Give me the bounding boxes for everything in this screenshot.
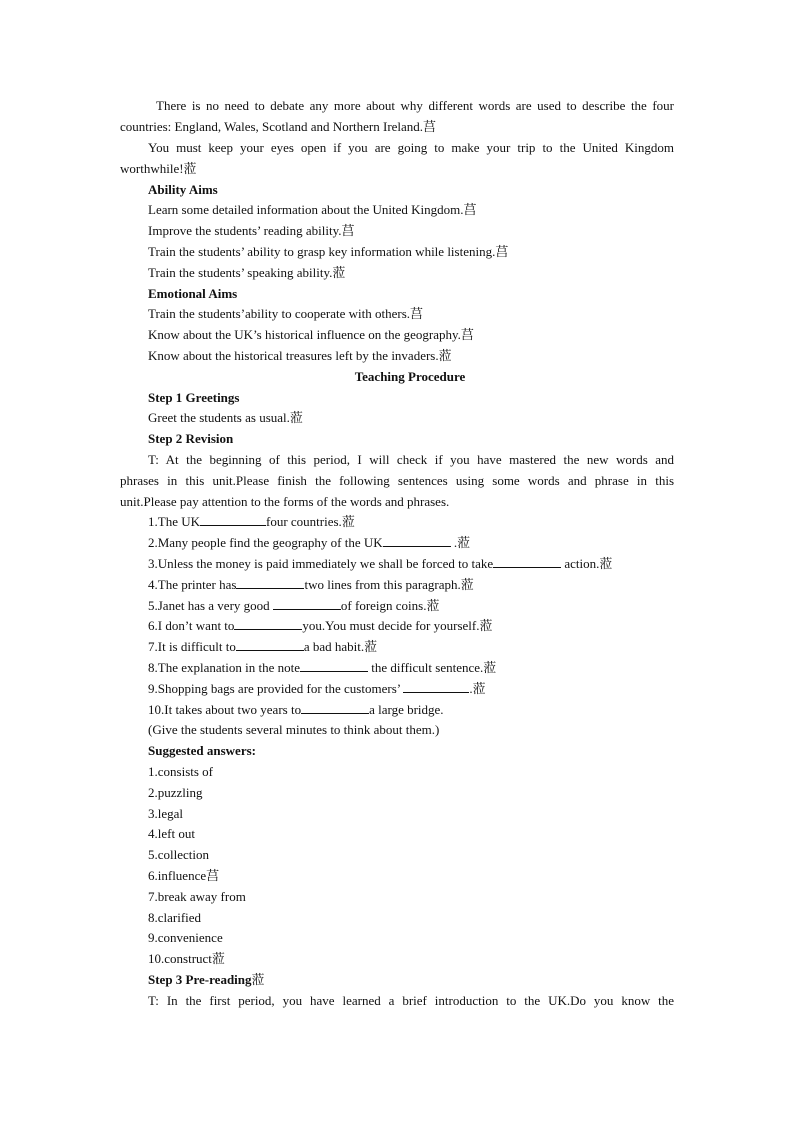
- intro-line-2: countries: England, Wales, Scotland and Northern Ireland.莒: [120, 119, 437, 134]
- answer-blank[interactable]: [383, 534, 451, 547]
- emotional-aim-item: Train the students’ability to cooperate with others.莒: [148, 306, 424, 321]
- answer-blank[interactable]: [236, 638, 304, 651]
- answer-blank[interactable]: [300, 659, 368, 672]
- answer-blank[interactable]: [200, 513, 266, 526]
- exercise-item: 8.The explanation in the note the difficult sentence.蒞: [148, 660, 497, 675]
- ability-aim-item: Improve the students’ reading ability.莒: [148, 223, 355, 238]
- intro-line-4: worthwhile!蒞: [120, 161, 197, 176]
- answer-blank[interactable]: [236, 576, 304, 589]
- intro-line-3: You must keep your eyes open if you are going to make your trip to the United Kingdom: [148, 140, 674, 155]
- exercise-item: 6.I don’t want to you.You must decide for yourself.蒞: [148, 618, 493, 633]
- intro-line-1: There is no need to debate any more about why different words are used to describe the four: [156, 98, 674, 113]
- exercise-note: (Give the students several minutes to think about them.): [148, 722, 440, 737]
- exercise-item: 7.It is difficult to a bad habit.蒞: [148, 639, 378, 654]
- emotional-aim-item: Know about the UK’s historical influence on the geography.莒: [148, 327, 474, 342]
- exercise-item: 5.Janet has a very good of foreign coins.蒞: [148, 598, 440, 613]
- exercise-item: 4.The printer has two lines from this paragraph.蒞: [148, 577, 474, 592]
- answer-blank[interactable]: [493, 555, 561, 568]
- step2-heading: Step 2 Revision: [148, 431, 234, 446]
- answer-item: 2.puzzling: [148, 785, 203, 800]
- emotional-aim-item: Know about the historical treasures left by the invaders.蒞: [148, 348, 452, 363]
- exercise-item: 3.Unless the money is paid immediately we shall be forced to take action.蒞: [148, 556, 613, 571]
- answers-heading: Suggested answers:: [148, 743, 256, 758]
- ability-aims-heading: Ability Aims: [148, 182, 218, 197]
- answer-blank[interactable]: [234, 617, 302, 630]
- step2-para-line-1: T: At the beginning of this period, I will check if you have mastered the new words and: [148, 452, 674, 467]
- step3-para-line-1: T: In the first period, you have learned a brief introduction to the UK.Do you know the: [148, 993, 674, 1008]
- answer-item: 4.left out: [148, 826, 195, 841]
- answer-item: 3.legal: [148, 806, 184, 821]
- exercise-item: 2.Many people find the geography of the UK .蒞: [148, 535, 471, 550]
- ability-aim-item: Train the students’ ability to grasp key information while listening.莒: [148, 244, 509, 259]
- ability-aim-item: Train the students’ speaking ability.蒞: [148, 265, 346, 280]
- answer-item: 1.consists of: [148, 764, 213, 779]
- ability-aim-item: Learn some detailed information about the United Kingdom.莒: [148, 202, 477, 217]
- step2-para-line-3: unit.Please pay attention to the forms of the words and phrases.: [120, 494, 450, 509]
- answer-blank[interactable]: [301, 701, 369, 714]
- answer-item: 6.influence莒: [148, 868, 220, 883]
- answer-blank[interactable]: [403, 680, 469, 693]
- answer-item: 5.collection: [148, 847, 210, 862]
- procedure-title: Teaching Procedure: [354, 369, 466, 384]
- emotional-aims-heading: Emotional Aims: [148, 286, 238, 301]
- answer-item: 7.break away from: [148, 889, 246, 904]
- answer-item: 10.construct蒞: [148, 951, 225, 966]
- step1-heading: Step 1 Greetings: [148, 390, 240, 405]
- answer-blank[interactable]: [273, 597, 341, 610]
- answer-item: 9.convenience: [148, 930, 223, 945]
- exercise-item: 1.The UK four countries.蒞: [148, 514, 355, 529]
- exercise-item: 9.Shopping bags are provided for the customers’ .蒞: [148, 681, 486, 696]
- step3-heading: Step 3 Pre-reading蒞: [148, 972, 265, 987]
- answer-item: 8.clarified: [148, 910, 202, 925]
- step1-text: Greet the students as usual.蒞: [148, 410, 303, 425]
- step2-para-line-2: phrases in this unit.Please finish the following sentences using some words and phrase in this: [120, 473, 674, 488]
- exercise-item: 10.It takes about two years to a large bridge.: [148, 702, 444, 717]
